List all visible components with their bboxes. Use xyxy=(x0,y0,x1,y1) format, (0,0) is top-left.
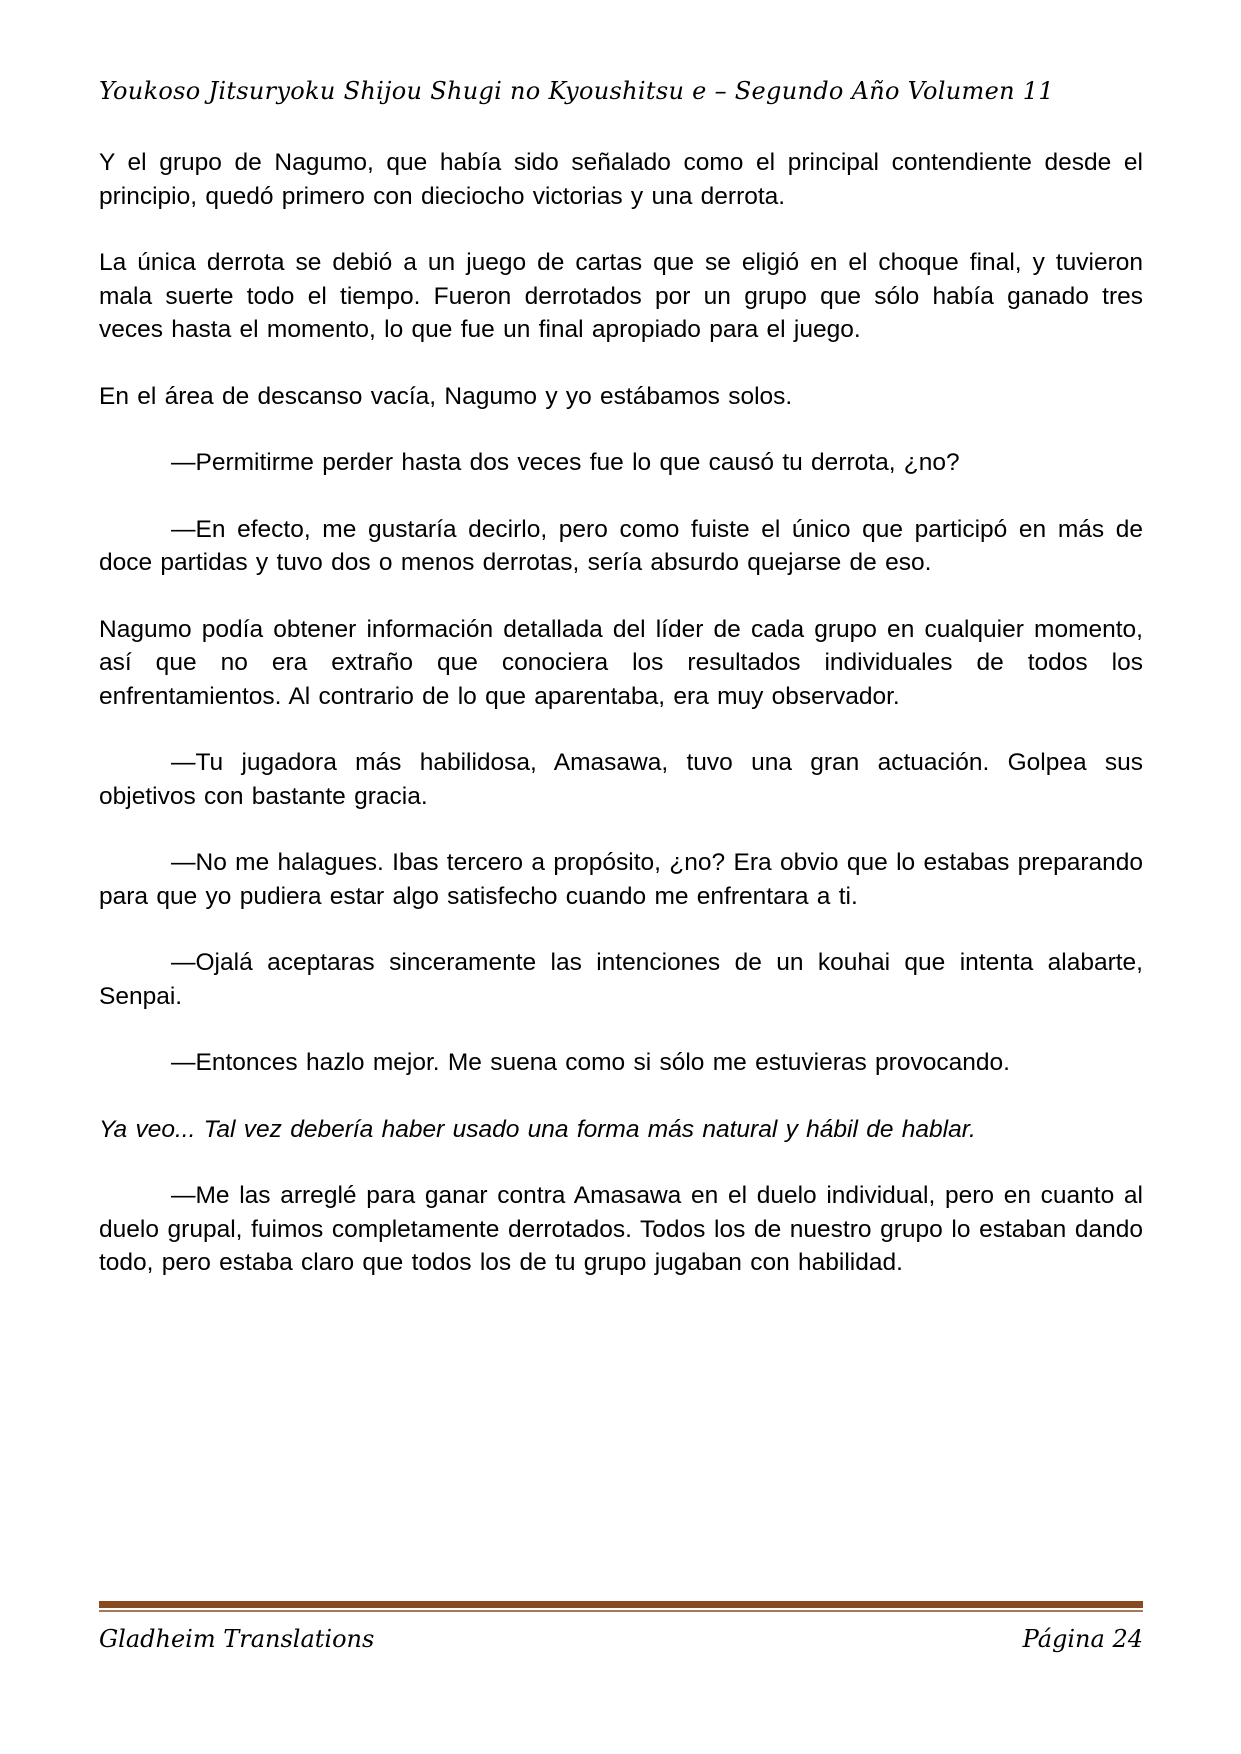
dialogue-paragraph: —Me las arreglé para ganar contra Amasawa en el duelo individual, pero en cuanto al duelo grupal, fuimos completamente derrotados. Todos los de nuestro grupo lo estaban dando todo, pero estaba claro que todos los de tu grupo jugaban con habilidad. xyxy=(99,1182,1143,1276)
footer-text-row xyxy=(99,1625,1143,1653)
page-body xyxy=(99,146,1143,1280)
dialogue-paragraph: —No me halagues. Ibas tercero a propósito, ¿no? Era obvio que lo estabas preparando para que yo pudiera estar algo satisfecho cuando me enfrentara a ti. xyxy=(99,849,1143,910)
page-footer xyxy=(99,1601,1143,1653)
page-number: Página 24 xyxy=(1022,1625,1143,1653)
paragraph: La única derrota se debió a un juego de cartas que se eligió en el choque final, y tuvieron mala suerte todo el tiempo. Fueron derrotados por un grupo que sólo había ganado tres veces hasta el momento, lo que fue un final apropiado para el juego. xyxy=(99,249,1143,343)
thought-paragraph: Ya veo... Tal vez debería haber usado una forma más natural y hábil de hablar. xyxy=(99,1115,976,1143)
translator-credit: Gladheim Translations xyxy=(99,1625,375,1653)
page-header-title: Youkoso Jitsuryoku Shijou Shugi no Kyoushitsu e – Segundo Año Volumen 11 xyxy=(99,77,1054,105)
dialogue-paragraph: —Permitirme perder hasta dos veces fue lo que causó tu derrota, ¿no? xyxy=(171,449,960,476)
paragraph: En el área de descanso vacía, Nagumo y yo estábamos solos. xyxy=(99,382,793,410)
dialogue-paragraph: —Entonces hazlo mejor. Me suena como si sólo me estuvieras provocando. xyxy=(171,1049,1010,1076)
paragraph: Nagumo podía obtener información detallada del líder de cada grupo en cualquier momento, así que no era extraño que conociera los resultados individuales de todos los enfrentamientos. Al contrario de lo que aparentaba, era muy observador. xyxy=(99,615,1143,710)
dialogue-paragraph: —Ojalá aceptaras sinceramente las intenciones de un kouhai que intenta alabarte, Senpai. xyxy=(99,949,1143,1010)
footer-rule-thick xyxy=(99,1601,1143,1608)
dialogue-paragraph: —En efecto, me gustaría decirlo, pero como fuiste el único que participó en más de doce partidas y tuvo dos o menos derrotas, sería absurdo quejarse de eso. xyxy=(99,515,1143,576)
dialogue-paragraph: —Tu jugadora más habilidosa, Amasawa, tuvo una gran actuación. Golpea sus objetivos con bastante gracia. xyxy=(99,749,1143,810)
footer-rule-thin xyxy=(99,1610,1143,1612)
paragraph: Y el grupo de Nagumo, que había sido señalado como el principal contendiente desde el principio, quedó primero con dieciocho victorias y una derrota. xyxy=(99,149,1143,210)
